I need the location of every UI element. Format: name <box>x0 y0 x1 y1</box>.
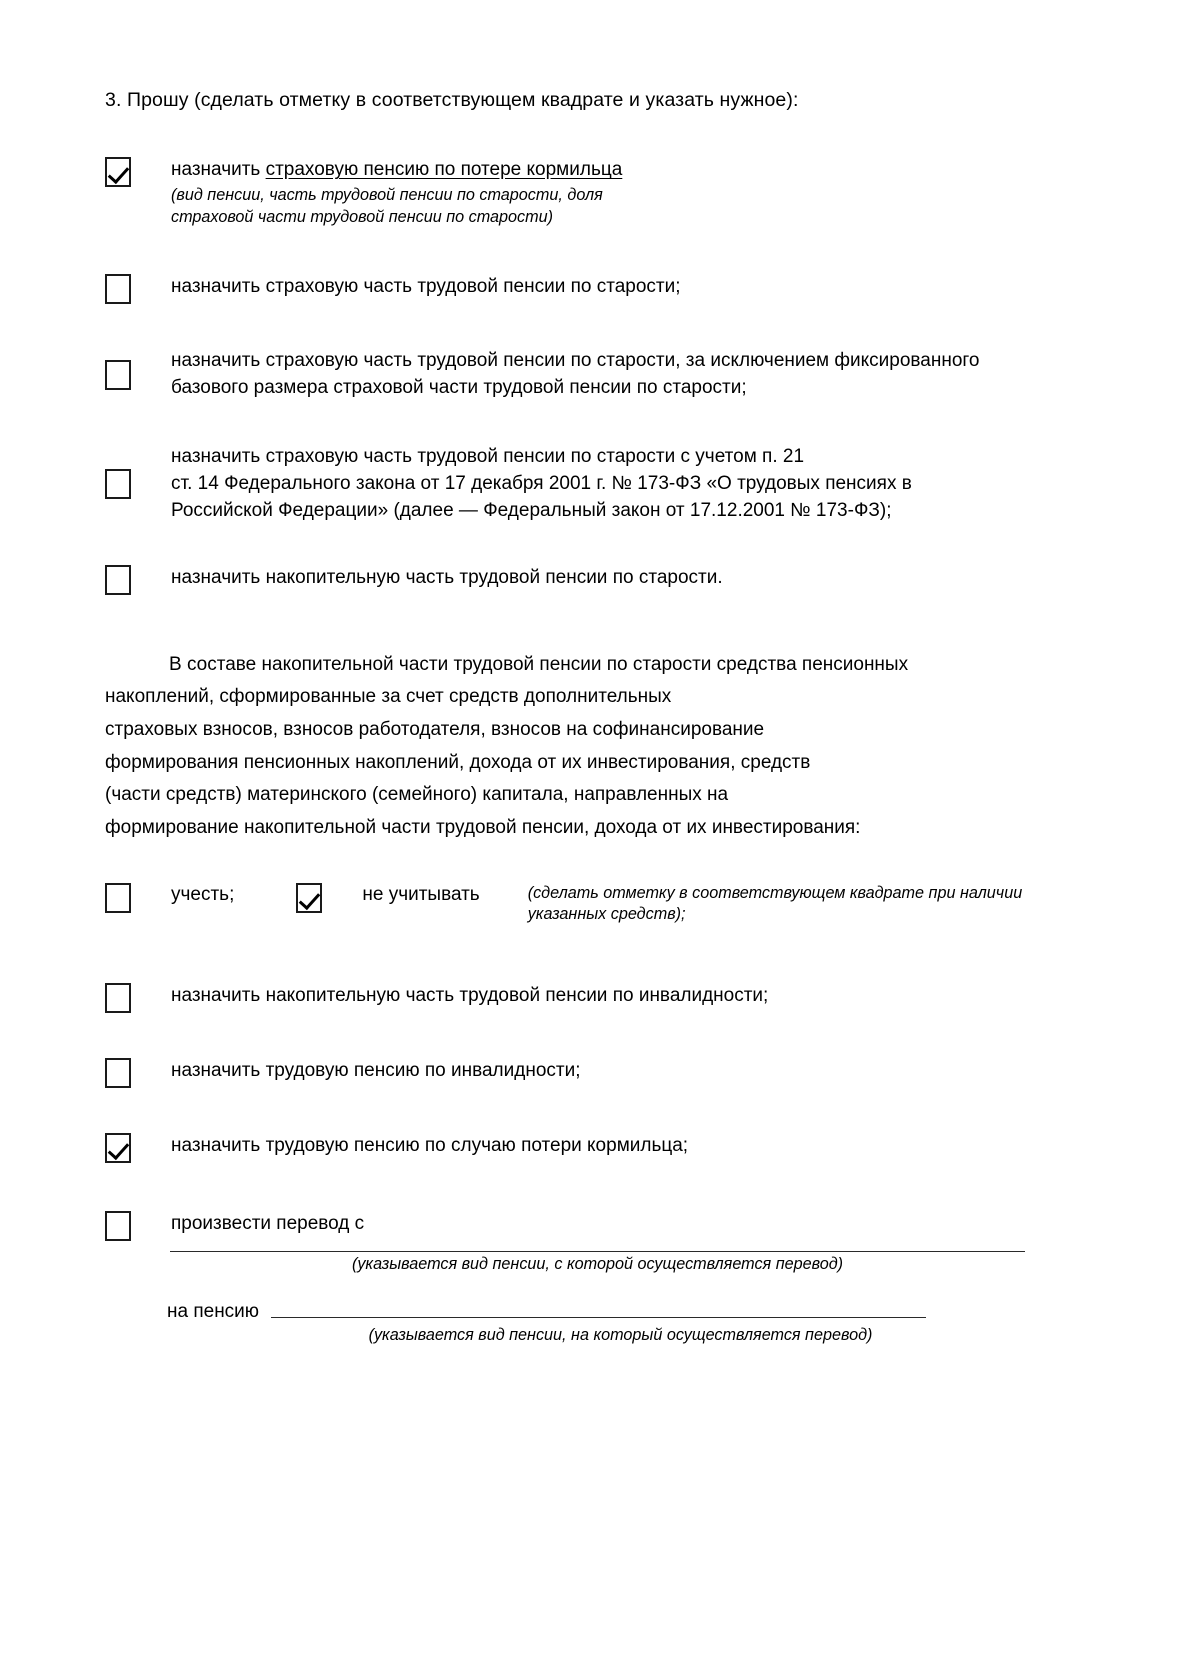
checkbox-take-into-account[interactable] <box>105 883 131 913</box>
option-label-line-1: назначить страховую часть трудовой пенсии по старости с учетом п. 21 <box>171 445 805 467</box>
funded-part-paragraph <box>105 649 1065 845</box>
form-content <box>105 88 1065 1347</box>
option-note-line-2: страховой части трудовой пенсии по старости) <box>171 208 553 227</box>
checkbox-labour-survivor[interactable] <box>105 1133 131 1163</box>
dual-choice-note-line-1: (сделать отметку в соответствующем квадрате при наличии <box>527 883 1023 902</box>
transfer-to-field <box>167 1301 1065 1323</box>
paragraph-line-5: (части средств) материнского (семейного) капитала, направленных на <box>105 784 729 806</box>
checkbox-with-clause-21[interactable] <box>105 469 131 499</box>
option-prefix: назначить <box>171 159 266 181</box>
paragraph-line-4: формирования пенсионных накоплений, дохода от их инвестирования, средств <box>105 751 811 773</box>
dual-choice-row <box>105 883 1065 926</box>
checkbox-survivor-insurance[interactable] <box>105 157 131 187</box>
checkbox-labour-disability[interactable] <box>105 1058 131 1088</box>
option-label <box>171 157 1065 184</box>
option-label-line-2: базового размера страховой части трудовой пенсии по старости; <box>171 376 747 398</box>
option-text-block <box>171 1133 1065 1160</box>
option-text-block <box>171 348 1065 402</box>
paragraph-line-1: В составе накопительной части трудовой пенсии по старости средства пенсионных <box>169 653 909 675</box>
label-take-into-account: учесть; <box>171 883 235 905</box>
option-text-block <box>171 444 1065 525</box>
dual-choice-note <box>528 883 1065 926</box>
checkbox-transfer[interactable] <box>105 1211 131 1241</box>
option-text-block <box>171 565 1065 592</box>
option-row-labour-disability[interactable] <box>105 1058 1065 1088</box>
option-text-block <box>171 1058 1065 1085</box>
option-label: назначить трудовую пенсию по инвалидности; <box>171 1060 581 1082</box>
option-label-line-1: назначить страховую часть трудовой пенсии по старости, за исключением фиксированного <box>171 349 980 371</box>
checkbox-old-age-insurance-part[interactable] <box>105 274 131 304</box>
option-text-block <box>171 1211 1065 1238</box>
option-label: назначить накопительную часть трудовой пенсии по инвалидности; <box>171 985 769 1007</box>
option-label-line-3: Российской Федерации» (далее — Федеральный закон от 17.12.2001 № 173-ФЗ); <box>171 499 892 521</box>
option-label: назначить страховую часть трудовой пенсии по старости; <box>171 275 681 297</box>
option-row-old-age-insurance-part[interactable] <box>105 274 1065 304</box>
paragraph-line-3: страховых взносов, взносов работодателя, взносов на софинансирование <box>105 718 765 740</box>
option-row-funded-disability[interactable] <box>105 983 1065 1013</box>
transfer-to-label: на пенсию <box>167 1301 260 1323</box>
option-row-excluding-fixed-base[interactable] <box>105 348 1065 402</box>
option-text-block <box>171 157 1065 227</box>
option-row-funded-old-age[interactable] <box>105 565 1065 595</box>
checkbox-funded-disability[interactable] <box>105 983 131 1013</box>
transfer-to-caption: (указывается вид пенсии, на который осуществляется перевод) <box>368 1326 873 1345</box>
option-text-block <box>171 274 1065 301</box>
paragraph-line-6: формирование накопительной части трудовой пенсии, дохода от их инвестирования: <box>105 816 861 838</box>
transfer-to-input-line[interactable] <box>271 1317 926 1318</box>
transfer-label: произвести перевод с <box>171 1213 365 1235</box>
transfer-from-input-line[interactable] <box>170 1251 1025 1252</box>
option-label: назначить трудовую пенсию по случаю потери кормильца; <box>171 1135 689 1157</box>
option-note-line-1: (вид пенсии, часть трудовой пенсии по старости, доля <box>171 186 603 205</box>
dual-choice-note-line-2: указанных средств); <box>527 905 686 924</box>
checkbox-do-not-take-into-account[interactable] <box>296 883 322 913</box>
checkbox-excluding-fixed-base[interactable] <box>105 360 131 390</box>
option-row-survivor-insurance[interactable] <box>105 157 1065 227</box>
option-underlined-value: страховую пенсию по потере кормильца <box>265 159 623 181</box>
transfer-from-caption: (указывается вид пенсии, с которой осуществляется перевод) <box>351 1255 844 1274</box>
option-row-labour-survivor[interactable] <box>105 1133 1065 1163</box>
label-do-not-take-into-account: не учитывать <box>362 883 480 905</box>
checkbox-funded-old-age[interactable] <box>105 565 131 595</box>
option-label-line-2: ст. 14 Федерального закона от 17 декабря 2001 г. № 173-ФЗ «О трудовых пенсиях в <box>171 472 912 494</box>
transfer-from-field <box>105 1251 1065 1275</box>
option-label: назначить накопительную часть трудовой пенсии по старости. <box>171 566 723 588</box>
section-heading: 3. Прошу (сделать отметку в соответствующем квадрате и указать нужное): <box>105 89 799 111</box>
option-text-block <box>171 983 1065 1010</box>
paragraph-line-2: накоплений, сформированные за счет средств дополнительных <box>105 686 672 708</box>
option-row-with-clause-21[interactable] <box>105 444 1065 525</box>
option-row-transfer[interactable] <box>105 1211 1065 1241</box>
